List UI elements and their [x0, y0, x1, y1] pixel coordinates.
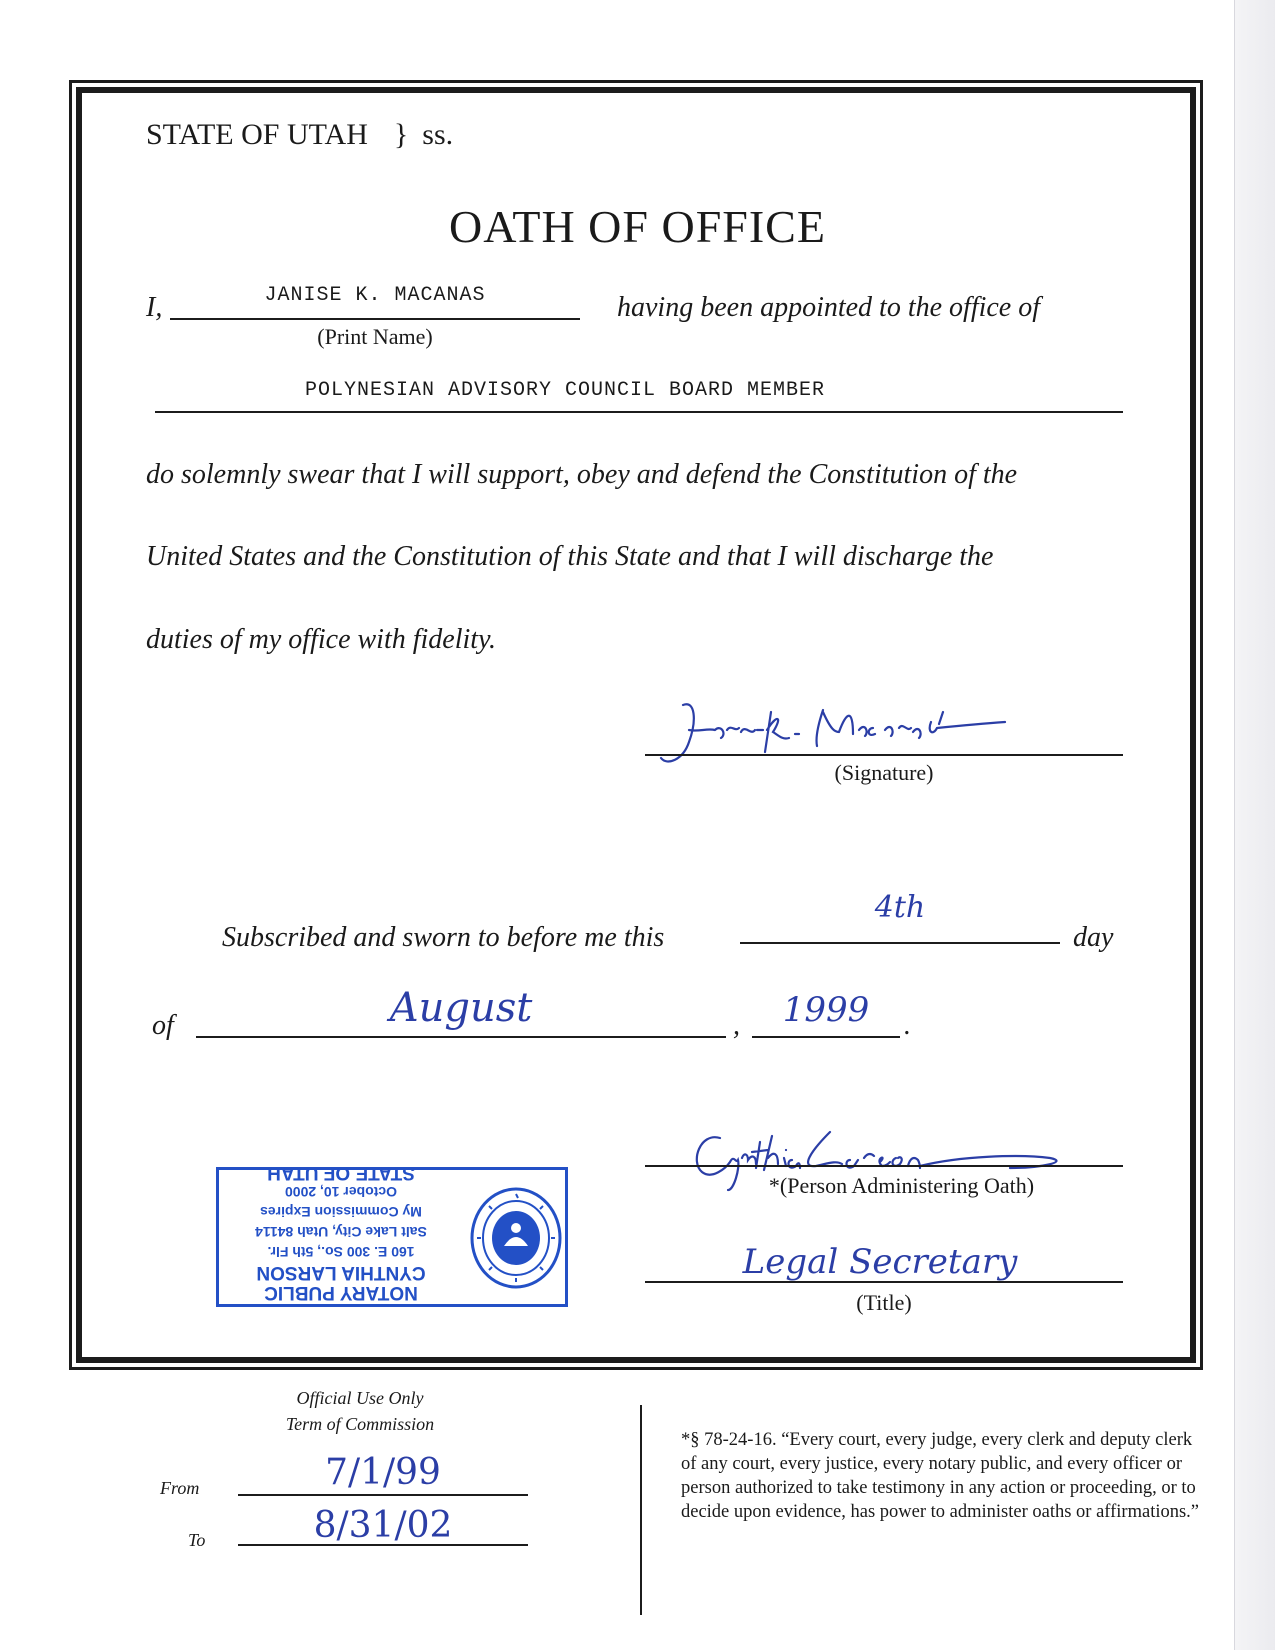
appointed-text: having been appointed to the office of: [617, 292, 1041, 323]
title-value: Legal Secretary: [742, 1242, 1018, 1282]
venue-heading: [146, 118, 453, 152]
statute-text: *§ 78-24-16. “Every court, every judge, every clerk and deputy clerk of any court, every justice, every notary public, and every officer or person authorized to take testimony in any action or proceeding, or to decide upon evidence, has power to administer oaths or affirmations.”: [681, 1430, 1200, 1522]
venue-brace: }: [393, 118, 409, 151]
signature-caption: (Signature): [834, 760, 934, 785]
stamp-line-3: 160 E. 300 So., 5th Flr.: [267, 1244, 415, 1260]
year-period: .: [904, 1010, 911, 1041]
day-value: 4th: [874, 890, 926, 925]
title-caption: (Title): [856, 1290, 912, 1315]
footer-divider: [640, 1405, 642, 1615]
print-name-caption: (Print Name): [317, 324, 433, 349]
term-heading: Term of Commission: [285, 1414, 435, 1434]
year-value: 1999: [782, 990, 870, 1030]
of-label: of: [152, 1010, 174, 1041]
month-value: August: [389, 985, 533, 1031]
stamp-line-2: CYNTHIA LARSON: [256, 1262, 426, 1283]
stamp-line-7: STATE OF UTAH: [267, 1162, 415, 1183]
administrator-signature-line: [645, 1165, 1123, 1167]
from-line: [238, 1494, 528, 1496]
to-line: [238, 1544, 528, 1546]
utah-seal-icon: [469, 1186, 563, 1290]
to-value: 8/31/02: [313, 1505, 453, 1546]
stamp-line-6: October 10, 2000: [284, 1184, 398, 1200]
day-line: [740, 942, 1060, 944]
notary-stamp-text: [227, 1162, 455, 1303]
title-line: [645, 1281, 1123, 1283]
ss-label: ss.: [422, 118, 454, 151]
oath-body-line-1: do solemnly swear that I will support, obey and defend the Constitution of the: [146, 459, 1018, 490]
office-line: [155, 411, 1123, 413]
print-name-value: JANISE K. MACANAS: [264, 284, 486, 307]
oath-signature-line: [645, 754, 1123, 756]
oath-body-line-2: United States and the Constitution of this State and that I will discharge the: [146, 541, 994, 572]
month-line: [196, 1036, 726, 1038]
official-use-heading: Official Use Only: [296, 1388, 424, 1408]
notary-stamp: [216, 1162, 568, 1307]
stamp-line-1: NOTARY PUBLIC: [264, 1282, 418, 1303]
i-label: I,: [146, 292, 163, 323]
year-line: [752, 1036, 900, 1038]
page-title: OATH OF OFFICE: [449, 201, 826, 252]
stamp-line-4: Salt Lake City, Utah 84114: [255, 1224, 427, 1240]
administrator-caption: *(Person Administering Oath): [768, 1173, 1035, 1198]
from-value: 7/1/99: [325, 1452, 441, 1493]
subscribed-text: Subscribed and sworn to before me this: [222, 922, 665, 953]
print-name-line: [170, 318, 580, 320]
state-line: STATE OF UTAH: [146, 118, 368, 151]
to-label: To: [188, 1530, 206, 1550]
office-value: POLYNESIAN ADVISORY COUNCIL BOARD MEMBER: [304, 379, 826, 402]
oath-body-line-3: duties of my office with fidelity.: [146, 624, 496, 655]
stamp-line-5: My Commission Expires: [260, 1204, 422, 1220]
from-label: From: [160, 1478, 200, 1498]
day-label: day: [1073, 922, 1114, 953]
month-comma: ,: [733, 1010, 740, 1041]
